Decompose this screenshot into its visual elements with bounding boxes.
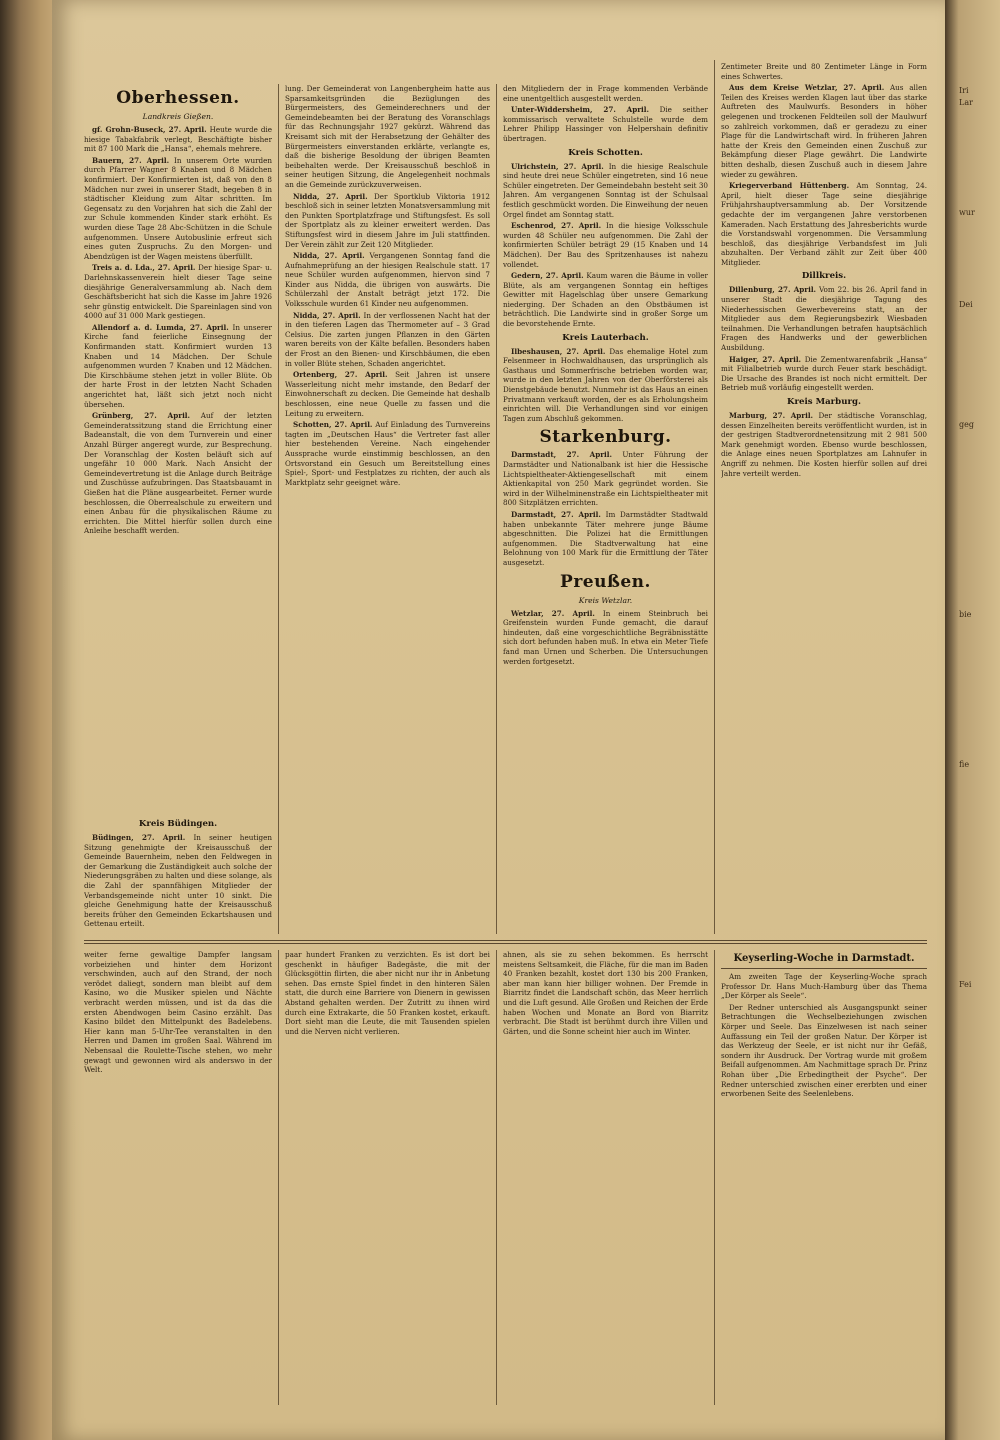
heading-oberhessen: Oberhessen. bbox=[116, 88, 240, 108]
article-paragraph: weiter ferne gewaltige Dampfer langsam vorbeiziehen und hinter dem Horizont verschwinden, auch auf den Strand, der noch verödet daliegt, sondern man bleibt auf dem Kasino, wo die Musiker spielen und Nächte verbracht werden müssen, und ist da das die ersten Abendwogen beim Casino erzählt. Das Kasino bildet den Mittelpunkt des Badelebens. Hier kann man 5-Uhr-Tee veranstalten in den Herren und Damen im großen Saal. Während im Nebensaal die Roulette-Tische stehen, wo mehr gewagt und gewonnen wird als anderswo in der Welt. bbox=[84, 950, 272, 1075]
article-paragraph: Dillenburg, 27. April. Vom 22. bis 26. April fand in unserer Stadt die diesjährige Tagung des Niederhessischen Gewerbevereins statt, an der Mitglieder aus dem Regierungsbezirk Wiesbaden teilnahmen. Die Verhandlungen betrafen hauptsächlich Fragen des Handwerks und der gewerblichen Ausbildung. bbox=[721, 285, 927, 353]
heading-dillkreis: Dillkreis. bbox=[801, 271, 847, 282]
article-paragraph: Ulrichstein, 27. April. In die hiesige Realschule sind heute drei neue Schüler eingetreten, sind 16 neue Schüler eingetreten. Der Gemeindebahn besteht seit 30 Jahren. Am vergangenen Sonntag ist der Schulsaal festlich geschmückt worden. Die Einweihung der neuen Orgel findet am Sonntag statt. bbox=[503, 161, 708, 219]
heading-kreis-marburg: Kreis Marburg. bbox=[787, 397, 861, 407]
feuilleton-rule bbox=[84, 940, 927, 941]
column-4 bbox=[721, 62, 927, 934]
heading-kreis-buedingen: Kreis Büdingen. bbox=[138, 819, 218, 829]
article-paragraph: Gedern, 27. April. Kaum waren die Bäume in voller Blüte, als am vergangenen Sonntag ein heftiges Gewitter mit Hagelschlag über unsere Gemarkung niederging. Der Schaden an den Obstbäumen ist beträchtlich. Die Landwirte sind in großer Sorge um die bevorstehende Ernte. bbox=[503, 271, 708, 329]
article-paragraph: den Mitgliedern der in Frage kommenden Verbände eine unentgeltlich ausgestellt werden. bbox=[503, 84, 708, 103]
article-paragraph: paar hundert Franken zu verzichten. Es ist dort bei geschenkt in häufiger Badegäste, die mit der Glücksgöttin flirten, die aber nicht nur ihr in Anbetung sehen. Das ernste Spiel findet in den hinteren Sälen statt, die durch eine Barriere von Dienern in gewissen Abstand gehalten werden. Der Zutritt zu ihnen wird durch eine Extrakarte, die 50 Franken kostet, erkauft. Dort sieht man die Leute, die mit Tausenden spielen und die Nerven nicht verlieren. bbox=[285, 950, 490, 1036]
article-paragraph: ahnen, als sie zu sehen bekommen. Es herrscht meistens Seltsamkeit, die Fläche, für die man im Baden 40 Franken bezahlt, kostet dort 130 bis 200 Franken, aber man kann hier billiger wohnen. Der Fremde in Biarritz findet die Landschaft schön, das Meer herrlich und die Luft gesund. Alle Großen und Reichen der Erde haben Wochen und Monate an Bord von Biarritz verbracht. Die Stadt ist berühmt durch ihre Villen und Gärten, und die Sonne scheint hier auch im Winter. bbox=[503, 950, 708, 1036]
adjacent-page-fragment: geg bbox=[959, 420, 974, 429]
article-paragraph: Nidda, 27. April. In der verflossenen Nacht hat der in den tieferen Lagen das Thermometer auf – 3 Grad Celsius. Die zarten jungen Pflanzen in den Gärten waren bereits von der Kälte befallen. Besonders haben der Frost an den Bienen- und Kirschbäumen, die eben in voller Blüte stehen, Schaden angerichtet. bbox=[285, 310, 490, 368]
article-paragraph: Nidda, 27. April. Vergangenen Sonntag fand die Aufnahmeprüfung an der hiesigen Realschule statt. 17 neue Schüler wurden aufgenommen, hiervon sind 7 Kinder aus Nidda, die übrigen von auswärts. Die Schülerzahl der Anstalt beträgt jetzt 172. Die Volksschule wurden 61 Kinder neu aufgenommen. bbox=[285, 251, 490, 309]
column-rule bbox=[496, 950, 497, 1405]
article-paragraph: Nidda, 27. April. Der Sportklub Viktoria 1912 beschloß sich in seiner letzten Monatsversammlung mit den Punkten Sportplatzfrage und Stiftungsfest. Es soll der Sportplatz als zu kleiner erweitert werden. Das Stiftungsfest wird in diesem Jahre im Juli stattfinden. Der Verein zählt zur Zeit 120 Mitglieder. bbox=[285, 191, 490, 249]
column-rule bbox=[714, 60, 715, 934]
article-paragraph: Kriegerverband Hüttenberg. Am Sonntag, 24. April, hielt dieser Tage seine diesjährige Frühjahrshauptversammlung ab. Der Vorsitzende gedachte der im vergangenen Jahre verstorbenen Kameraden. Nach Erstattung des Jahresberichts wurde die Vorstandswahl vorgenommen. Die Versammlung beschloß, das diesjährige Verbandsfest im Juli abzuhalten. Der Verband zählt zur Zeit über 400 Mitglieder. bbox=[721, 181, 927, 267]
book-binding bbox=[0, 0, 58, 1440]
column-1 bbox=[84, 84, 272, 910]
column-rule bbox=[496, 84, 497, 934]
article-paragraph: Haiger, 27. April. Die Zementwarenfabrik „Hansa“ mit Filialbetrieb wurde durch Feuer stark beschädigt. Die Ursache des Brandes ist noch nicht ermittelt. Der Betrieb muß vorläufig eingestellt werden. bbox=[721, 354, 927, 393]
article-paragraph: gf. Grohn-Buseck, 27. April. Heute wurde die hiesige Tabakfabrik verlegt, Beschäftigte bisher mit 87 100 Mark die „Hansa“, ehemals mehrere. bbox=[84, 125, 272, 154]
article-paragraph: Allendorf a. d. Lumda, 27. April. In unserer Kirche fand feierliche Einsegnung der Konfirmanden statt. Konfirmiert wurden 13 Knaben und 14 Mädchen. Der Schule aufgenommen wurden 7 Knaben und 12 Mädchen. Die Kirschbäume stehen jetzt in voller Blüte. Ob der harte Frost in der letzten Nacht Schaden angerichtet hat, läßt sich jetzt noch nicht übersehen. bbox=[84, 322, 272, 409]
adjacent-page-fragment: fie bbox=[959, 760, 970, 769]
heading-starkenburg: Starkenburg. bbox=[539, 427, 672, 448]
feuilleton-column-2 bbox=[285, 950, 490, 1405]
adjacent-page-fragment: Dei bbox=[959, 300, 973, 309]
article-paragraph: lung. Der Gemeinderat von Langenbergheim hatte aus Sparsamkeitsgründen die Bezüglungen des Bürgermeisters, des Gemeinderechners und der Gemeindebeamten bei der Beratung des Voranschlags für das Rechnungsjahr 1927 gekürzt. Während das Kreisamt sich mit der Herabsetzung der Gehälter des Bürgermeisters einverstanden erklärte, verlangte es, daß die bisherige Besoldung der übrigen Beamten beibehalten werde. Der Kreisausschuß beschloß in seiner heutigen Sitzung, die Angelegenheit nochmals an die Gemeinde zurückzuverweisen. bbox=[285, 84, 490, 189]
feuilleton-rule bbox=[84, 943, 927, 944]
newspaper-page bbox=[52, 0, 945, 1440]
heading-underline bbox=[721, 968, 927, 969]
adjacent-page-fragment: bie bbox=[959, 610, 972, 619]
feuilleton-column-3 bbox=[503, 950, 708, 1405]
heading-kreis-schotten: Kreis Schotten. bbox=[568, 147, 643, 158]
adjacent-page-fragment: wur bbox=[959, 208, 975, 217]
column-rule bbox=[278, 84, 279, 934]
column-2 bbox=[285, 84, 490, 934]
article-paragraph: Wetzlar, 27. April. In einem Steinbruch bei Greifenstein wurden Funde gemacht, die darauf hindeuten, daß eine vorgeschichtliche Begräbnisstätte sich dort befunden haben muß. In etwa ein Meter Tiefe fand man Urnen und Scherben. Die Untersuchungen werden fortgesetzt. bbox=[503, 608, 708, 666]
article-paragraph: Ortenberg, 27. April. Seit Jahren ist unsere Wasserleitung nicht mehr imstande, den Bedarf der Einwohnerschaft zu decken. Die Gemeinde hat deshalb beschlossen, eine neue Quelle zu fassen und die Leitung zu erweitern. bbox=[285, 370, 490, 418]
article-paragraph: Aus dem Kreise Wetzlar, 27. April. Aus allen Teilen des Kreises werden Klagen laut über das starke Auftreten des Maulwurfs. Besonders in höher gelegenen und trockenen Feldteilen soll der Maulwurf so zahlreich vorkommen, daß er geradezu zu einer Plage für die Landwirtschaft wird. In früheren Jahren hatte der Kreis den Gemeinden einen Zuschuß zur Bekämpfung dieser Plage gewährt. Die Landwirte bitten deshalb, diesen Zuschuß auch in diesem Jahre wieder zu gewähren. bbox=[721, 83, 927, 179]
article-paragraph: Darmstadt, 27. April. Im Darmstädter Stadtwald haben unbekannte Täter mehrere junge Bäume abgeschnitten. Die Polizei hat die Ermittlungen aufgenommen. Die Stadtverwaltung hat eine Belohnung von 100 Mark für die Ermittlung der Täter ausgesetzt. bbox=[503, 509, 708, 567]
article-paragraph: Darmstadt, 27. April. Unter Führung der Darmstädter und Nationalbank ist hier die Hessische Lichtspieltheater-Aktiengesellschaft mit einem Aktienkapital von 250 Mark gegründet worden. Sie wird in der Wilhelminenstraße ein Lichtspieltheater mit 800 Sitzplätzen errichten. bbox=[503, 450, 708, 508]
article-paragraph: Eschenrod, 27. April. In die hiesige Volksschule wurden 48 Schüler neu aufgenommen. Die Zahl der konfirmierten Schüler beträgt 29 (15 Knaben und 14 Mädchen). Der Bau des Spritzenhauses ist nahezu vollendet. bbox=[503, 221, 708, 269]
heading-landkreis-giessen: Landkreis Gießen. bbox=[142, 112, 214, 121]
article-paragraph: Marburg, 27. April. Der städtische Voranschlag, dessen Einzelheiten bereits veröffentlicht wurden, ist in der gestrigen Stadtverordnetensitzung mit 2 981 500 Mark genehmigt worden. Ebenso wurde beschlossen, die Anlage eines neuen Sportplatzes am Lahnufer in Angriff zu nehmen. Die Kosten hierfür sollen auf drei Jahre verteilt werden. bbox=[721, 411, 927, 478]
heading-preussen: Preußen. bbox=[560, 571, 651, 592]
heading-kreis-lauterbach: Kreis Lauterbach. bbox=[562, 332, 649, 343]
feuilleton-column-4 bbox=[721, 948, 927, 1405]
adjacent-page-edge bbox=[945, 0, 1000, 1440]
article-paragraph: Am zweiten Tage der Keyserling-Woche sprach Professor Dr. Hans Much-Hamburg über das Thema „Der Körper als Seele“. bbox=[721, 972, 927, 1001]
adjacent-page-fragment: Lar bbox=[959, 98, 973, 107]
adjacent-page-fragment: Iri bbox=[959, 86, 969, 95]
column-3 bbox=[503, 84, 708, 934]
article-paragraph: Schotten, 27. April. Auf Einladung des Turnvereins tagten im „Deutschen Haus“ die Vertreter fast aller hier bestehenden Vereine. Nach eingehender Aussprache wurde einstimmig beschlossen, an den Ortsvorstand ein Gesuch um Bereitstellung eines Spiel-, Sport- und Festplatzes zu richten, der auch als Marktplatz sehr geeignet wäre. bbox=[285, 420, 490, 487]
article-paragraph: Ilbeshausen, 27. April. Das ehemalige Hotel zum Felsenmeer in Hochwaldhausen, das ursprünglich als Gasthaus und Sommerfrische betrieben worden war, wurde in den letzten Jahren von der Oberförsterei als Dienstgebäude benutzt. Nunmehr ist das Haus an einen Privatmann verkauft worden, der es als Erholungsheim einrichten will. Die Verhandlungen sind vor einigen Tagen zum Abschluß gekommen. bbox=[503, 346, 708, 423]
column-1-lower bbox=[84, 815, 272, 935]
article-paragraph: Unter-Widdersheim, 27. April. Die seither kommissarisch verwaltete Schulstelle wurde dem Lehrer Philipp Hassinger von Helpershain definitiv übertragen. bbox=[503, 105, 708, 143]
article-paragraph: Treis a. d. Lda., 27. April. Der hiesige Spar- u. Darlehnskassenverein hielt dieser Tage seine diesjährige Generalversammlung ab. Nach dem Geschäftsbericht hat sich die Kasse im Jahre 1926 sehr günstig entwickelt. Die Spareinlagen sind von 4000 auf 31 000 Mark gestiegen. bbox=[84, 263, 272, 321]
heading-kreis-wetzlar: Kreis Wetzlar. bbox=[578, 595, 633, 605]
article-paragraph: Der Redner unterschied als Ausgangspunkt seiner Betrachtungen die Wechselbeziehungen zwischen Körper und Seele. Das Einzelwesen ist nach seiner Auffassung ein Teil der großen Natur. Der Körper ist das Werkzeug der Seele, er ist nicht nur ihr Gefäß, sondern ihr Ausdruck. Der Vortrag wurde mit großem Beifall aufgenommen. Am Nachmittage sprach Dr. Prinz Rohan über „Die Erbedingtheit der Psyche“. Der Redner unterschied zwischen einer ererbten und einer erworbenen Seite des Seelenlebens. bbox=[721, 1002, 927, 1099]
article-paragraph: Grünberg, 27. April. Auf der letzten Gemeinderatssitzung stand die Errichtung einer Badeanstalt, die von dem Turnverein und einer Anzahl Bürger angeregt wurde, zur Besprechung. Der Voranschlag der Kosten beläuft sich auf ungefähr 10 000 Mark. Nach Ansicht der Gemeindevertretung ist die Anlage durch Beiträge und Zuschüsse aufzubringen. Das Staatsbauamt in Gießen hat die Pläne ausgearbeitet. Ferner wurde beschlossen, die Oberrealschule zu erweitern und einen Anbau für die physikalischen Räume zu errichten. Die Mittel hierfür sollen durch eine Anleihe beschafft werden. bbox=[84, 411, 272, 536]
column-rule bbox=[278, 950, 279, 1405]
adjacent-page-fragment: Fei bbox=[959, 980, 972, 989]
column-rule bbox=[714, 950, 715, 1405]
article-paragraph: Büdingen, 27. April. In seiner heutigen Sitzung genehmigte der Kreisausschuß der Gemeinde Bauernheim, neben den Feldwegen in der Gemarkung die Zuständigkeit auch solche der Niederungsgräben zu halten und diese solange, als die Zahl der spannfähigen Mitglieder der Verbandsgemeinde nicht unter 10 sinkt. Die gleiche Genehmigung hatte der Kreisausschuß bereits früher den Gemeinden Eckartshausen und Gettenau erteilt. bbox=[84, 833, 272, 929]
heading-keyserling-woche: Keyserling-Woche in Darmstadt. bbox=[733, 953, 915, 964]
feuilleton-column-1 bbox=[84, 950, 272, 1405]
article-paragraph: Zentimeter Breite und 80 Zentimeter Länge in Form eines Schwertes. bbox=[721, 62, 927, 81]
article-paragraph: Bauern, 27. April. In unserem Orte wurden durch Pfarrer Wagner 8 Knaben und 8 Mädchen konfirmiert. Der Konfirmierten ist, daß von den 8 Mädchen nur zwei in unserer Stadt, begeben 8 in städtischer Kleidung zum Altar schritten. Im Gegensatz zu den Vorjahren hat sich die Zahl der zur Schule kommenden Kinder stark erhöht. Es wurden diese Tage 28 Abc-Schützen in die Schule aufgenommen. Unsere Autobuslinie erfreut sich eines guten Zuspruchs. Zu den Morgen- und Abendzügen ist der Wagen meistens überfüllt. bbox=[84, 155, 272, 261]
